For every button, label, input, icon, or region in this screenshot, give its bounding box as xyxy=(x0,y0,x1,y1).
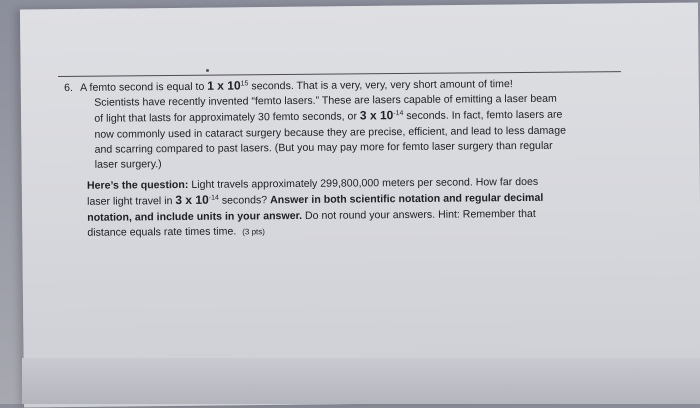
answer-instruction: Answer in both scientific notation and regular decimal xyxy=(270,192,544,207)
intro-text-end: seconds. That is a very, very, very short amount of time! xyxy=(248,78,513,93)
paragraph-line-1: Scientists have recently invented “femto lasers.” These are lasers capable of emitting a laser beam xyxy=(94,92,557,109)
hint-text: distance equals rate times time. xyxy=(87,225,237,239)
paragraph-line-2-end: seconds. In fact, femto lasers are xyxy=(403,109,563,123)
page-bottom-edge xyxy=(22,358,700,404)
points-label: (3 pts) xyxy=(242,227,265,237)
question-time-exponent: -14 xyxy=(208,195,219,203)
question-block xyxy=(64,75,625,241)
question-line-2-mid: seconds? xyxy=(218,194,271,208)
question-label: Here’s the question: xyxy=(86,179,189,193)
question-line-2-text: laser light travel in xyxy=(87,195,176,209)
paragraph-line-2-text: of light that lasts for approximately 30 femto seconds, or xyxy=(94,110,360,126)
paragraph-line-3: now commonly used in cataract surgery because they are precise, efficient, and lead to less damage xyxy=(94,124,566,141)
answer-instruction-cont: notation, and include units in your answer. xyxy=(87,209,303,224)
question-line-3-text: Do not round your answers. Hint: Remember that xyxy=(301,207,536,222)
paragraph-line-4: and scarring compared to past lasers. (But you may pay more for femto laser surgery than regular xyxy=(94,139,553,156)
question-time-value: 3 x 10 xyxy=(175,193,209,208)
femto-value: 1 x 10 xyxy=(207,78,241,93)
paragraph-line-5: laser surgery.) xyxy=(94,158,162,171)
femto-exponent: 15 xyxy=(240,80,249,88)
ink-dot xyxy=(206,69,209,72)
question-number: 6. xyxy=(64,81,73,94)
laser-duration-exponent: -14 xyxy=(393,110,404,118)
question-line-1-text: Light travels approximately 299,800,000 meters per second. How far does xyxy=(188,176,539,192)
intro-text: A femto second is equal to xyxy=(80,80,208,94)
laser-duration-value: 3 x 10 xyxy=(359,108,394,123)
